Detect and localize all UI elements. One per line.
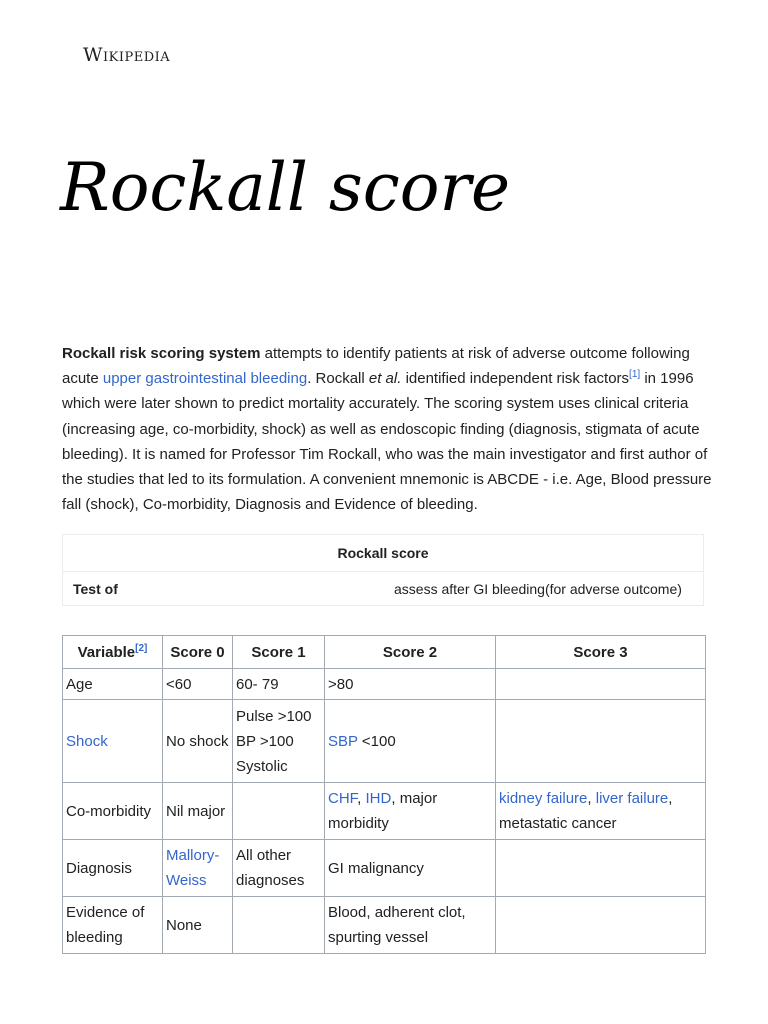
comorbidity-sep-2: , [587, 790, 596, 807]
intro-paragraph [62, 341, 712, 517]
comorbidity-sep-1: , [357, 790, 366, 807]
sbp-link[interactable]: SBP [328, 732, 358, 750]
header-score-1: Score 1 [233, 636, 325, 669]
shock-score-2-text: <100 [357, 732, 396, 750]
intro-etal: et al. [368, 370, 402, 388]
logo-text: Wikipedia [83, 44, 171, 66]
comorbidity-score-2 [325, 783, 496, 840]
comorbidity-score-3-text: , metastatic cancer [499, 790, 673, 832]
evidence-score-3 [496, 897, 706, 954]
table-row [63, 840, 706, 897]
comorbidity-score-0: Nil major [163, 783, 233, 840]
diagnosis-score-3 [496, 840, 706, 897]
diagnosis-score-2: GI malignancy [325, 840, 496, 897]
shock-label-cell [63, 700, 163, 783]
infobox-label: Test of [73, 581, 118, 597]
intro-text-2: . Rockall [307, 370, 369, 388]
table-header-row [63, 636, 706, 669]
shock-link[interactable]: Shock [66, 732, 108, 750]
intro-text-1: attempts to identify patients at risk of adverse outcome following acute [62, 345, 690, 388]
mallory-weiss-link[interactable]: Mallory-Weiss [166, 847, 220, 889]
liver-failure-link[interactable]: liver failure [595, 790, 669, 807]
comorbidity-score-1 [233, 783, 325, 840]
header-variable [63, 636, 163, 669]
evidence-score-2: Blood, adherent clot, spurting vessel [325, 897, 496, 954]
age-score-1: 60- 79 [233, 669, 325, 700]
header-variable-label: Variable [77, 643, 136, 661]
ihd-link[interactable]: IHD [365, 790, 392, 807]
diagnosis-score-1: All other diagnoses [233, 840, 325, 897]
age-score-0: <60 [163, 669, 233, 700]
page-title: Rockall score [60, 149, 511, 226]
infobox-caption: Rockall score [63, 535, 703, 572]
shock-score-0: No shock [163, 700, 233, 783]
chf-link[interactable]: CHF [328, 790, 358, 807]
reference-1-link[interactable]: [1] [629, 369, 641, 381]
age-score-2: >80 [325, 669, 496, 700]
intro-text-4: in 1996 which were later shown to predict mortality accurately. The scoring system uses clinical criteria (increasing age, co-morbidity, shock) as well as endoscopic finding (diagnosis, stigmata of acute bleeding). It is named for Professor Tim Rockall, who was the main investigator and first author of the studies that led to its formulation. A convenient mnemonic is ABCDE - i.e. Age, Blood pressure fall (shock), Co-morbidity, Diagnosis and Evidence of bleeding. [62, 370, 712, 514]
header-score-0: Score 0 [163, 636, 233, 669]
header-score-3: Score 3 [496, 636, 706, 669]
shock-score-1: Pulse >100 BP >100 Systolic [233, 700, 325, 783]
comorbidity-label: Co-morbidity [63, 783, 163, 840]
age-score-3 [496, 669, 706, 700]
evidence-score-0: None [163, 897, 233, 954]
upper-gi-bleeding-link[interactable]: upper gastrointestinal bleeding [102, 370, 308, 388]
table-row [63, 897, 706, 954]
shock-score-2 [325, 700, 496, 783]
diagnosis-score-0-cell [163, 840, 233, 897]
score-table [62, 635, 706, 954]
infobox-value: assess after GI bleeding(for adverse outcome) [394, 581, 682, 597]
intro-text-3: identified independent risk factors [401, 370, 630, 388]
evidence-label: Evidence of bleeding [63, 897, 163, 954]
comorbidity-score-2-text: , major morbidity [328, 790, 438, 832]
diagnosis-label: Diagnosis [63, 840, 163, 897]
table-row [63, 669, 706, 700]
comorbidity-score-3 [496, 783, 706, 840]
infobox-row [63, 572, 703, 607]
reference-2-link[interactable]: [2] [135, 642, 148, 654]
intro-bold-term: Rockall risk scoring system [62, 345, 261, 362]
infobox [62, 534, 704, 606]
table-row [63, 700, 706, 783]
kidney-failure-link[interactable]: kidney failure [499, 790, 588, 807]
age-label: Age [63, 669, 163, 700]
evidence-score-1 [233, 897, 325, 954]
header-score-2: Score 2 [325, 636, 496, 669]
wikipedia-logo[interactable] [83, 44, 170, 66]
table-row [63, 783, 706, 840]
shock-score-3 [496, 700, 706, 783]
